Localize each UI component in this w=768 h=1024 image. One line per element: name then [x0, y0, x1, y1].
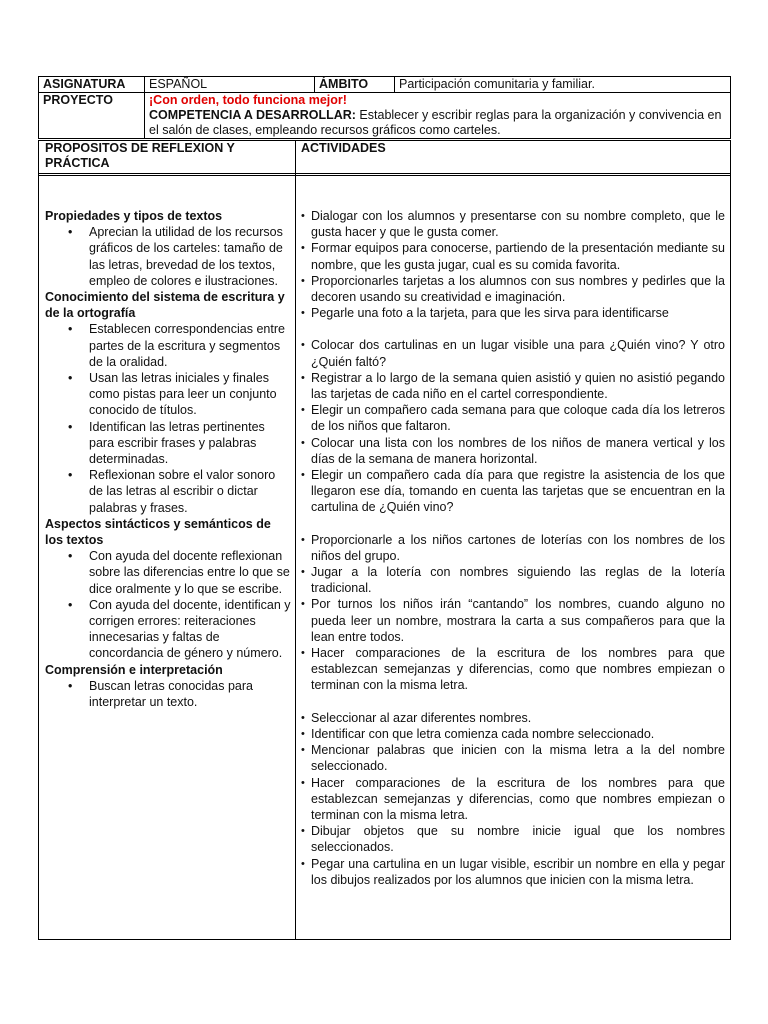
propositos-column: [45, 208, 291, 710]
proposito-item: • Establecen correspondencias entre partes de la escritura y segmentos de la oralidad.: [89, 321, 291, 370]
proposito-list: [45, 678, 291, 710]
ambito-value: Participación comunitaria y familiar.: [395, 77, 731, 93]
proposito-item: • Reflexionan sobre el valor sonoro de las letras al escribir o dictar palabras y frases.: [89, 467, 291, 516]
proposito-item: • Buscan letras conocidas para interpretar un texto.: [89, 678, 291, 710]
actividades-column: [301, 208, 725, 904]
actividad-group: [301, 208, 725, 321]
actividad-item: • Colocar dos cartulinas en un lugar visible una para ¿Quién vino? Y otro ¿Quién faltó?: [311, 337, 725, 369]
proyecto-cell: [145, 93, 731, 139]
actividades-heading: ACTIVIDADES: [301, 141, 386, 155]
proposito-section-title: Propiedades y tipos de textos: [45, 209, 223, 223]
proposito-list: [45, 321, 291, 515]
proposito-section-title: Aspectos sintácticos y semánticos de los textos: [45, 516, 271, 548]
actividad-item: • Pegar una cartulina en un lugar visible, escribir un nombre en ella y pegar los dibujos realizados por los alumnos que inicien con la misma letra.: [311, 856, 725, 888]
actividad-item: • Por turnos los niños irán “cantando” los nombres, cuando alguno no pueda leer un nombre, mostrara la carta a sus compañeros para que la lean entre todos.: [311, 596, 725, 645]
proposito-item: • Usan las letras iniciales y finales como pistas para leer un conjunto conocido de títulos.: [89, 370, 291, 419]
actividad-group: [301, 710, 725, 888]
header-table: [38, 76, 731, 139]
actividad-item: • Proporcionarles tarjetas a los alumnos con sus nombres y pedirles que la decoren usando su creatividad e imaginación.: [311, 273, 725, 305]
propositos-heading: PROPOSITOS DE REFLEXION Y PRÁCTICA: [45, 141, 235, 170]
proyecto-title: ¡Con orden, todo funciona mejor!: [149, 93, 347, 107]
actividad-item: • Mencionar palabras que inicien con la misma letra a la del nombre seleccionado.: [311, 742, 725, 774]
actividad-item: • Formar equipos para conocerse, partiendo de la presentación mediante su nombre, que les gusta jugar, cual es su comida favorita.: [311, 240, 725, 272]
content-table: [38, 140, 731, 940]
actividad-item: • Seleccionar al azar diferentes nombres.: [311, 710, 725, 726]
actividad-item: • Identificar con que letra comienza cada nombre seleccionado.: [311, 726, 725, 742]
actividad-item: • Colocar una lista con los nombres de los niños de manera vertical y los días de la semana de manera horizontal.: [311, 435, 725, 467]
actividad-item: • Registrar a lo largo de la semana quien asistió y quien no asistió pegando las tarjetas de cada niño en el cartel correspondiente.: [311, 370, 725, 402]
actividad-item: • Pegarle una foto a la tarjeta, para que les sirva para identificarse: [311, 305, 725, 321]
actividad-item: • Elegir un compañero cada semana para que coloque cada día los letreros de los niños que faltaron.: [311, 402, 725, 434]
actividad-item: • Proporcionarle a los niños cartones de loterías con los nombres de los niños del grupo.: [311, 532, 725, 564]
planning-sheet: [38, 76, 731, 887]
actividad-item: • Dibujar objetos que su nombre inicie igual que los nombres seleccionados.: [311, 823, 725, 855]
proposito-item: • Con ayuda del docente reflexionan sobre las diferencias entre lo que se dice oralmente y lo que se escribe.: [89, 548, 291, 597]
actividad-item: • Elegir un compañero cada día para que registre la asistencia de los que llegaron ese día, tomando en cuenta las tarjetas que se encuentran en la cartulina de ¿Quién vino?: [311, 467, 725, 516]
asignatura-label: ASIGNATURA: [39, 77, 145, 93]
competencia-label: COMPETENCIA A DESARROLLAR:: [149, 108, 356, 122]
proposito-list: [45, 224, 291, 289]
asignatura-value: ESPAÑOL: [145, 77, 315, 93]
proposito-item: • Identifican las letras pertinentes para escribir frases y palabras determinadas.: [89, 419, 291, 468]
proposito-section-title: Comprensión e interpretación: [45, 662, 223, 677]
competencia-text: Establecer y escribir reglas para la organización y convivencia en el salón de clases, empleando recursos gráficos como carteles.: [149, 108, 722, 137]
proposito-item: • Con ayuda del docente, identifican y corrigen errores: reiteraciones innecesarias y faltas de concordancia de género y número.: [89, 597, 291, 662]
actividad-item: • Dialogar con los alumnos y presentarse con su nombre completo, que le gusta hacer y que le gusta comer.: [311, 208, 725, 240]
actividad-group: [301, 532, 725, 694]
proposito-item: • Aprecian la utilidad de los recursos gráficos de los carteles: tamaño de las letras, brevedad de los textos, empleo de colores e ilustraciones.: [89, 224, 291, 289]
proposito-section-title: Conocimiento del sistema de escritura y de la ortografía: [45, 290, 285, 321]
actividad-item: • Hacer comparaciones de la escritura de los nombres para que establezcan semejanzas y diferencias, como que nombres empiezan o terminan con la misma letra.: [311, 775, 725, 824]
ambito-label: ÁMBITO: [315, 77, 395, 93]
competencia: [149, 108, 726, 138]
proposito-list: [45, 548, 291, 661]
actividad-item: • Jugar a la lotería con nombres siguiendo las reglas de la lotería tradicional.: [311, 564, 725, 596]
proyecto-label: PROYECTO: [39, 93, 145, 139]
actividad-item: • Hacer comparaciones de la escritura de los nombres para que establezcan semejanzas y diferencias, como que nombres empiezan o terminan con la misma letra.: [311, 645, 725, 694]
actividad-group: [301, 337, 725, 515]
